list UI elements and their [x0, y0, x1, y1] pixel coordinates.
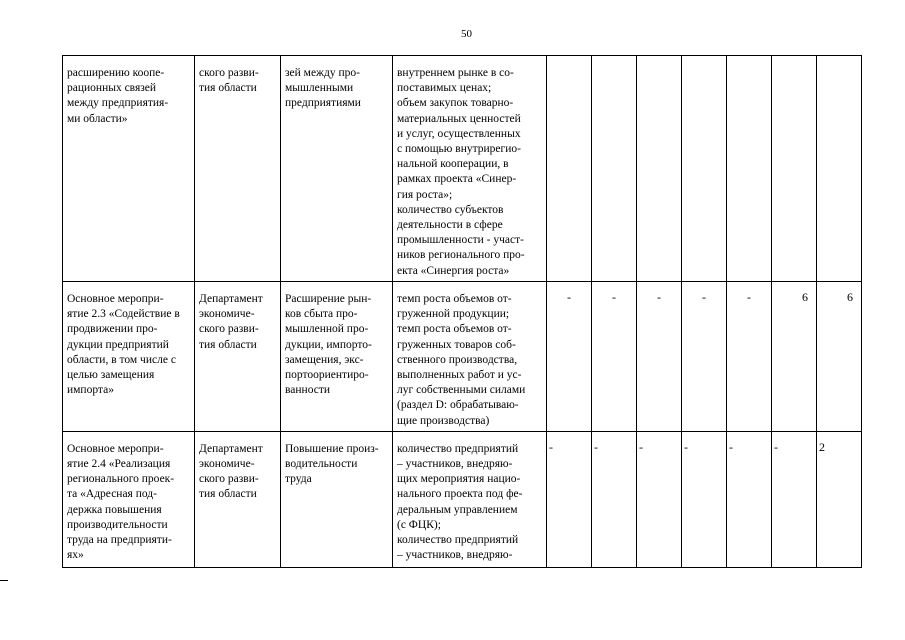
event-line: целью замещения	[67, 369, 155, 382]
indicators-line: деятельности в сфере	[397, 219, 503, 232]
table-row	[63, 431, 862, 567]
program-events-table	[62, 55, 862, 568]
event-line: области, в том числе с	[67, 353, 176, 366]
indicators-line: и услуг, осуществленных	[397, 127, 521, 140]
value-cell	[547, 56, 592, 282]
indicators-line: внутреннем рынке в со-	[397, 67, 514, 79]
event-line: импорта»	[67, 384, 114, 397]
indicators-line: гия роста»;	[397, 188, 453, 201]
executor-line: Департамент	[199, 442, 263, 455]
result-line: ков сбыта про-	[285, 308, 358, 321]
event-line: между предприятия-	[67, 97, 169, 110]
executor-line: тия области	[199, 82, 257, 95]
value-cell	[727, 56, 772, 282]
event-line: Основное меропри-	[67, 442, 164, 455]
value-cell: -	[637, 282, 682, 432]
result-line: мышленной про-	[285, 323, 369, 336]
indicators-cell	[393, 431, 547, 567]
indicators-line: нального проекта под фе-	[397, 488, 523, 501]
indicators-line: екта «Синергия роста»	[397, 264, 510, 277]
event-cell	[63, 282, 195, 432]
indicators-line: ственного производства,	[397, 353, 518, 366]
event-line: дукции предприятий	[67, 338, 169, 351]
executor-line: ского разви-	[199, 323, 259, 336]
indicators-line: нальной кооперации, в	[397, 158, 509, 171]
indicators-line: количество предприятий	[397, 534, 519, 547]
executor-line: ского разви-	[199, 67, 259, 79]
value-cell: -	[637, 431, 682, 567]
value-cell: -	[682, 282, 727, 432]
indicators-line: щие производства)	[397, 414, 490, 427]
indicators-line: объем закупок товарно-	[397, 97, 514, 110]
executor-cell	[195, 56, 281, 282]
indicators-line: груженной продукции;	[397, 308, 510, 321]
indicators-line: деральным управлением	[397, 503, 518, 516]
indicators-line: (раздел D: обрабатываю-	[397, 399, 519, 412]
event-line: рационных связей	[67, 82, 157, 95]
event-line: труда на предприяти-	[67, 534, 172, 547]
indicators-line: выполненных работ и ус-	[397, 369, 522, 382]
indicators-line: темп роста объемов от-	[397, 293, 512, 305]
executor-cell	[195, 282, 281, 432]
executor-line: ского разви-	[199, 473, 259, 486]
result-line: Расширение рын-	[285, 293, 372, 305]
event-line: ятие 2.3 «Содействие в	[67, 308, 180, 321]
value-cell	[817, 56, 862, 282]
indicators-line: груженных товаров соб-	[397, 338, 516, 351]
event-line: регионального проек-	[67, 473, 175, 486]
event-line: Основное меропри-	[67, 293, 164, 305]
indicators-line: количество субъектов	[397, 203, 504, 216]
indicators-line: щих мероприятия нацио-	[397, 473, 521, 486]
indicators-line: (с ФЦК);	[397, 518, 441, 531]
indicators-line: поставимых ценах;	[397, 82, 492, 95]
executor-line: экономиче-	[199, 458, 255, 471]
value-cell: -	[547, 431, 592, 567]
value-cell	[592, 56, 637, 282]
indicators-line: темп роста объемов от-	[397, 323, 512, 336]
value-cell: 6	[817, 282, 862, 432]
event-line: та «Адресная под-	[67, 488, 157, 501]
indicators-line: – участников, внедряю-	[397, 458, 513, 471]
event-line: ях»	[67, 549, 84, 562]
indicators-line: – участников, внедряю-	[397, 549, 513, 562]
indicators-line: материальных ценностей	[397, 112, 521, 125]
indicators-cell	[393, 282, 547, 432]
executor-line: экономиче-	[199, 308, 255, 321]
result-line: ванности	[285, 384, 331, 397]
result-line: труда	[285, 473, 312, 486]
event-cell	[63, 431, 195, 567]
event-line: производительности	[67, 518, 168, 531]
value-cell: -	[727, 282, 772, 432]
value-cell	[637, 56, 682, 282]
result-line: зей между про-	[285, 67, 360, 79]
indicators-line: количество предприятий	[397, 442, 519, 455]
table-row	[63, 56, 862, 282]
result-line: Повышение произ-	[285, 442, 379, 455]
value-cell: -	[772, 431, 817, 567]
result-cell	[281, 56, 393, 282]
indicators-line: промышленности - участ-	[397, 234, 524, 247]
value-cell: -	[592, 282, 637, 432]
indicators-line: ников регионального про-	[397, 249, 525, 262]
result-line: дукции, импорто-	[285, 338, 372, 351]
indicators-line: с помощью внутрирегио-	[397, 143, 521, 156]
event-line: расширению коопе-	[67, 67, 165, 79]
indicators-line: луг собственными силами	[397, 384, 526, 397]
indicators-cell	[393, 56, 547, 282]
event-cell	[63, 56, 195, 282]
table-row	[63, 282, 862, 432]
value-cell: -	[592, 431, 637, 567]
event-line: продвижении про-	[67, 323, 158, 336]
result-line: замещения, экс-	[285, 353, 364, 366]
page-number: 50	[461, 28, 472, 40]
result-line: водительности	[285, 458, 358, 471]
executor-line: тия области	[199, 338, 257, 351]
value-cell: 2	[817, 431, 862, 567]
executor-line: тия области	[199, 488, 257, 501]
result-line: предприятиями	[285, 97, 361, 110]
result-line: мышленными	[285, 82, 354, 95]
margin-tick	[0, 580, 8, 581]
indicators-line: рамках проекта «Синер-	[397, 173, 517, 186]
event-line: держка повышения	[67, 503, 162, 516]
value-cell	[682, 56, 727, 282]
executor-line: Департамент	[199, 293, 263, 305]
value-cell: -	[547, 282, 592, 432]
event-line: ми области»	[67, 112, 128, 125]
value-cell: -	[682, 431, 727, 567]
result-cell	[281, 282, 393, 432]
value-cell: 6	[772, 282, 817, 432]
result-cell	[281, 431, 393, 567]
result-line: портоориентиро-	[285, 369, 369, 382]
event-line: ятие 2.4 «Реализация	[67, 458, 171, 471]
value-cell	[772, 56, 817, 282]
value-cell: -	[727, 431, 772, 567]
executor-cell	[195, 431, 281, 567]
